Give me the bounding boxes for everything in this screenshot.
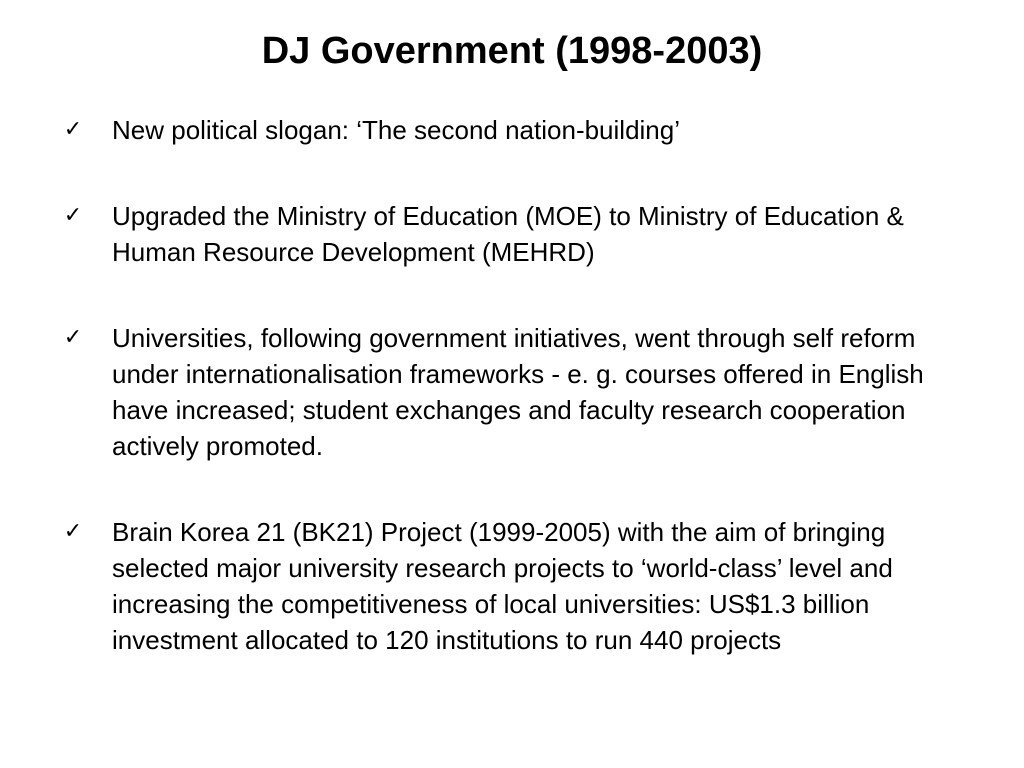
bullet-item (60, 514, 980, 658)
check-icon: ✓ (63, 203, 83, 228)
bullet-list (60, 112, 980, 658)
check-icon: ✓ (63, 519, 83, 544)
check-icon: ✓ (63, 325, 83, 350)
bullet-text: Universities, following government initiatives, went through self reform under internationalisation frameworks - e. g. courses offered in English have increased; student exchanges and faculty research cooperation actively promoted. (112, 323, 924, 461)
bullet-item (60, 320, 980, 464)
bullet-text: Upgraded the Ministry of Education (MOE) to Ministry of Education & Human Resource Development (MEHRD) (112, 201, 904, 267)
slide-title: DJ Government (1998-2003) (261, 30, 763, 72)
check-icon: ✓ (63, 117, 83, 142)
bullet-text: New political slogan: ‘The second nation-building’ (112, 115, 681, 145)
bullet-text: Brain Korea 21 (BK21) Project (1999-2005) with the aim of bringing selected major university research projects to ‘world-class’ level and increasing the competitiveness of local universities: US$1.3 billion investment allocated to 120 institutions to run 440 projects (112, 517, 893, 655)
bullet-item (60, 112, 980, 148)
bullet-item (60, 198, 980, 270)
